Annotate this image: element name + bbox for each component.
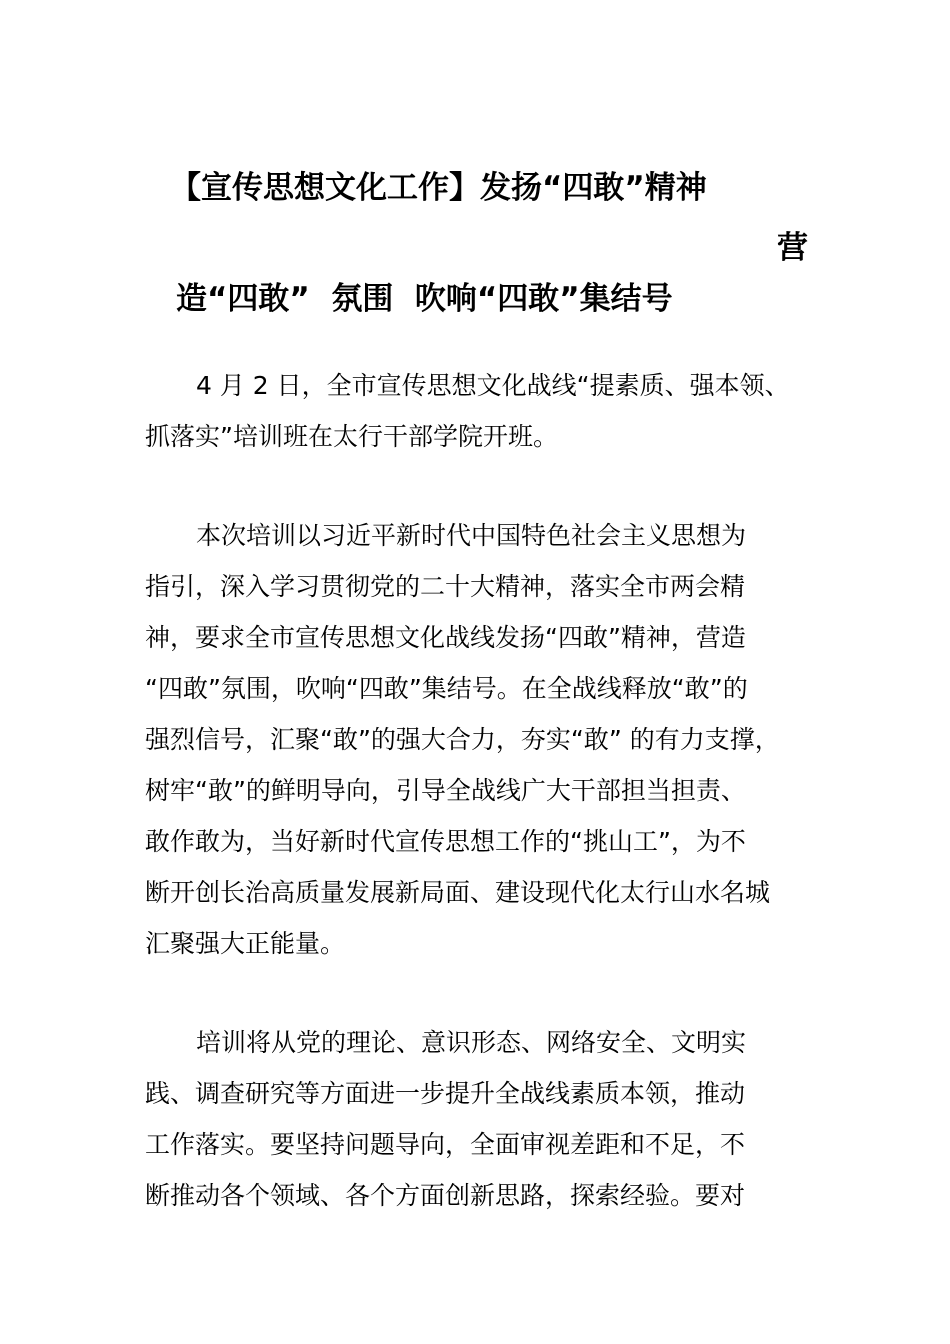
paragraph-1 [145, 360, 808, 462]
document-title-line-3: 造“四敢” 氛围 吹响“四敢”集结号 [176, 281, 673, 317]
paragraph-line: 4 月 2 日，全市宣传思想文化战线“提素质、强本领、 [196, 371, 790, 400]
paragraph-line: 断推动各个领域、各个方面创新思路，探索经验。要对 [145, 1181, 746, 1210]
paragraph-line: 抓落实”培训班在太行干部学院开班。 [145, 422, 558, 451]
paragraph-line: 汇聚强大正能量。 [145, 929, 346, 958]
paragraph-line: 践、调查研究等方面进一步提升全战线素质本领，推动 [145, 1079, 746, 1108]
document-title-line-2: 营 [777, 230, 808, 266]
paragraph-line: “四敢”氛围，吹响“四敢”集结号。在全战线释放“敢”的 [145, 674, 748, 703]
paragraph-3 [145, 1017, 808, 1221]
paragraph-line: 强烈信号，汇聚“敢”的强大合力，夯实“敢” 的有力支撑， [145, 725, 780, 754]
paragraph-line: 本次培训以习近平新时代中国特色社会主义思想为 [196, 521, 747, 550]
document-title-line-1: 【宣传思想文化工作】发扬“四敢”精神 [170, 170, 707, 206]
paragraph-line: 工作落实。要坚持问题导向，全面审视差距和不足，不 [145, 1130, 746, 1159]
paragraph-line: 指引，深入学习贯彻党的二十大精神，落实全市两会精 [145, 572, 746, 601]
paragraph-line: 断开创长治高质量发展新局面、建设现代化太行山水名城 [145, 878, 771, 907]
paragraph-line: 神，要求全市宣传思想文化战线发扬“四敢”精神，营造 [145, 623, 746, 652]
paragraph-line: 培训将从党的理论、意识形态、网络安全、文明实 [196, 1028, 747, 1057]
paragraph-line: 树牢“敢”的鲜明导向，引导全战线广大干部担当担责、 [145, 776, 746, 805]
paragraph-line: 敢作敢为，当好新时代宣传思想工作的“挑山工”，为不 [145, 827, 746, 856]
paragraph-2 [145, 510, 808, 969]
